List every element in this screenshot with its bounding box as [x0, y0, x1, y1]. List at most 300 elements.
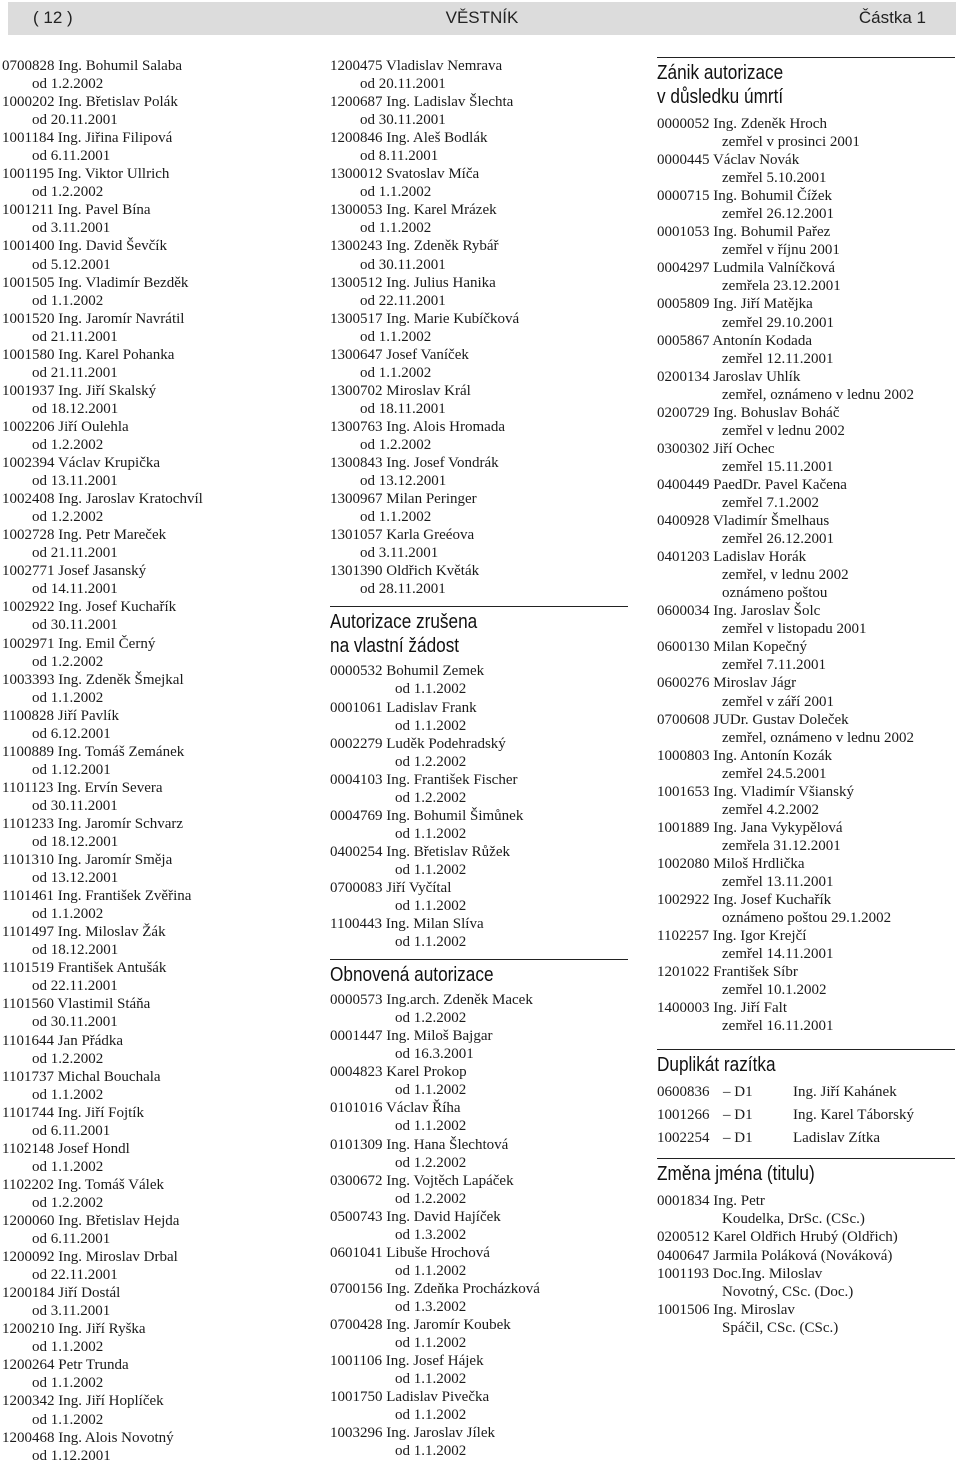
- entry-name: 1200475 Vladislav Nemrava: [330, 58, 503, 74]
- entry-detail: zemřel 15.11.2001: [722, 458, 834, 475]
- section-title-zanik-2: v důsledku úmrtí: [657, 86, 784, 108]
- entry-name: 0000532 Bohumil Zemek: [330, 663, 485, 680]
- entry-detail: od 14.11.2001: [32, 581, 118, 598]
- list-item: [657, 404, 957, 440]
- list-item: [2, 1356, 302, 1392]
- list-item: [330, 274, 630, 310]
- section-divider: [330, 606, 628, 607]
- journal-title: VĚSTNÍK: [445, 8, 519, 27]
- entry-detail: zemřel v září 2001: [722, 693, 835, 710]
- entry-name: 1300843 Ing. Josef Vondrák: [330, 455, 499, 472]
- entry-detail: od 1.1.2002: [32, 1339, 104, 1356]
- stamp-number: 0600836: [657, 1084, 710, 1101]
- entry-detail: Novotný, CSc. (Doc.): [722, 1283, 854, 1300]
- list-item: [330, 310, 630, 346]
- list-item: [330, 1099, 630, 1135]
- entry-detail: od 20.11.2001: [32, 112, 118, 129]
- entry-detail: zemřel, oznámeno v lednu 2002: [722, 386, 915, 403]
- entry-detail: od 1.2.2002: [395, 753, 467, 770]
- list-item: [2, 779, 302, 815]
- list-item: [657, 368, 957, 404]
- list-item: [657, 783, 957, 819]
- list-item: [2, 707, 302, 743]
- entry-detail: od 1.1.2002: [395, 898, 467, 915]
- entry-name: 0300672 Ing. Vojtěch Lapáček: [330, 1172, 514, 1189]
- list-item: [657, 187, 957, 223]
- entry-name: 0700428 Ing. Jaromír Koubek: [330, 1317, 511, 1333]
- entry-name: 1300243 Ing. Zdeněk Rybář: [330, 238, 499, 255]
- entry-detail: od 1.1.2002: [32, 906, 104, 923]
- list-item: [657, 548, 957, 602]
- entry-detail: zemřel 14.11.2001: [722, 946, 834, 963]
- entry-name: 0600130 Milan Kopečný: [657, 639, 807, 656]
- list-item: [330, 526, 630, 562]
- list-item: [2, 1429, 302, 1465]
- entry-detail: od 1.1.2002: [395, 681, 467, 698]
- entry-name: 0700608 JUDr. Gustav Doleček: [657, 711, 849, 728]
- list-item: [657, 711, 957, 747]
- entry-detail: zemřel, oznámeno v lednu 2002: [722, 729, 915, 746]
- entry-detail: od 18.12.2001: [32, 400, 119, 417]
- list-item: [2, 1176, 302, 1212]
- entry-detail: od 21.11.2001: [32, 545, 118, 562]
- entry-detail: od 1.2.2002: [395, 1190, 467, 1207]
- entry-detail: Koudelka, DrSc. (CSc.): [722, 1211, 865, 1228]
- table-row: [657, 1081, 914, 1104]
- entry-detail: od 1.1.2002: [395, 825, 467, 842]
- holder-name: Ladislav Zítka: [793, 1130, 881, 1147]
- list-item: [657, 259, 957, 295]
- list-item: [330, 1352, 630, 1388]
- entry-detail: od 1.2.2002: [32, 436, 104, 453]
- entry-detail: od 1.1.2002: [395, 934, 467, 951]
- entry-name: 0000445 Václav Novák: [657, 152, 800, 169]
- entry-detail: od 1.1.2002: [395, 1082, 467, 1099]
- entry-detail: od 1.3.2002: [395, 1226, 467, 1243]
- entry-detail: od 1.2.2002: [395, 1010, 467, 1027]
- entry-detail: zemřel 7.1.2002: [722, 494, 820, 511]
- entry-name: 1300517 Ing. Marie Kubíčková: [330, 310, 520, 327]
- entry-name: 1002408 Ing. Jaroslav Kratochvíl: [2, 491, 203, 508]
- entry-name: 0200512 Karel Oldřich Hrubý (Oldřich): [657, 1229, 898, 1246]
- entry-name: 1002080 Miloš Hrdlička: [657, 855, 805, 872]
- entry-name: 1002922 Ing. Josef Kuchařík: [657, 892, 832, 909]
- list-item: [657, 295, 957, 331]
- entry-detail: od 30.11.2001: [32, 1014, 118, 1031]
- entry-name: 1000202 Ing. Břetislav Polák: [2, 94, 178, 111]
- entry-name: 0400928 Vladimír Šmelhaus: [657, 513, 830, 530]
- entry-name: 1200060 Ing. Břetislav Hejda: [2, 1213, 180, 1229]
- list-item: [2, 237, 302, 273]
- entry-detail: zemřel, v lednu 2002: [722, 567, 849, 584]
- entry-name: 1002394 Václav Krupička: [2, 455, 161, 472]
- entry-name: 0400254 Ing. Břetislav Růžek: [330, 843, 510, 860]
- entry-detail: od 22.11.2001: [32, 978, 118, 995]
- entry-detail: zemřel 4.2.2002: [722, 801, 820, 818]
- entry-detail: od 1.1.2002: [32, 292, 104, 309]
- entry-detail: zemřel 26.12.2001: [722, 531, 835, 548]
- entry-name: 1002771 Josef Jasanský: [2, 563, 147, 580]
- entry-name: 1101123 Ing. Ervín Severa: [2, 779, 163, 796]
- entry-detail: od 1.1.2002: [395, 717, 467, 734]
- list-item: [330, 771, 630, 807]
- entry-name: 1200264 Petr Trunda: [2, 1357, 129, 1374]
- section-divider: [657, 1049, 955, 1050]
- list-item: [330, 1063, 630, 1099]
- entry-detail: od 6.12.2001: [32, 725, 111, 742]
- list-item: [2, 1140, 302, 1176]
- entry-detail: zemřel 7.11.2001: [722, 657, 826, 674]
- entry-name: 1200846 Ing. Aleš Bodlák: [330, 130, 488, 147]
- section-title-zrusena-1: Autorizace zrušena: [330, 611, 478, 634]
- entry-name: 1300053 Ing. Karel Mrázek: [330, 202, 497, 219]
- section-divider: [657, 57, 955, 58]
- entry-detail: od 1.2.2002: [32, 1194, 104, 1211]
- list-item: [2, 851, 302, 887]
- entry-name: 1001193 Doc.Ing. Miloslav: [657, 1265, 823, 1282]
- entry-name: 1001520 Ing. Jaromír Navrátil: [2, 310, 185, 327]
- entry-detail: od 1.2.2002: [360, 436, 432, 453]
- entry-name: 1101644 Jan Přádka: [2, 1032, 124, 1049]
- entry-detail: od 1.1.2002: [395, 1118, 467, 1135]
- list-item: [330, 1424, 630, 1460]
- list-item: [657, 1228, 957, 1246]
- entry-detail: od 13.11.2001: [32, 473, 118, 490]
- entry-name: 0000573 Ing.arch. Zdeněk Macek: [330, 992, 533, 1009]
- entry-name: 1003296 Ing. Jaroslav Jílek: [330, 1425, 495, 1442]
- list-item: [330, 662, 630, 698]
- entry-detail: zemřel 29.10.2001: [722, 314, 835, 331]
- entry-detail: od 1.1.2002: [360, 184, 432, 201]
- entry-detail: od 3.11.2001: [32, 220, 111, 237]
- list-item: [330, 991, 630, 1027]
- entry-detail: od 30.11.2001: [32, 617, 118, 634]
- entry-name: 1002922 Ing. Josef Kuchařík: [2, 599, 177, 616]
- list-item: [2, 562, 302, 598]
- zrusena-list: [330, 662, 630, 951]
- section-title-zanik-1: Zánik autorizace: [657, 62, 784, 84]
- list-item: [330, 807, 630, 843]
- entry-detail: Spáčil, CSc. (CSc.): [722, 1319, 839, 1336]
- section-divider: [657, 1158, 955, 1159]
- entry-detail: zemřel v říjnu 2001: [722, 242, 840, 259]
- entry-detail: zemřel v lednu 2002: [722, 422, 845, 439]
- list-item: [330, 237, 630, 273]
- entry-name: 1001653 Ing. Vladimír Všianský: [657, 783, 854, 800]
- list-item: [330, 1280, 630, 1316]
- entry-name: 1200687 Ing. Ladislav Šlechta: [330, 94, 514, 111]
- entry-detail: od 1.2.2002: [395, 789, 467, 806]
- entry-detail: od 13.12.2001: [32, 870, 119, 887]
- duplikat-table: [657, 1081, 914, 1150]
- entry-name: 1001937 Ing. Jiří Skalský: [2, 382, 157, 399]
- entry-detail: od 1.2.2002: [32, 184, 104, 201]
- entry-name: 1000803 Ing. Antonín Kozák: [657, 747, 832, 764]
- entry-name: 0005867 Antonín Kodada: [657, 332, 812, 349]
- entry-name: 0001061 Ladislav Frank: [330, 699, 477, 716]
- list-item: [657, 332, 957, 368]
- list-item: [2, 454, 302, 490]
- list-item: [657, 747, 957, 783]
- list-item: [657, 891, 957, 927]
- list-item: [330, 1208, 630, 1244]
- entry-name: 1200092 Ing. Miroslav Drbal: [2, 1249, 178, 1266]
- entry-name: 1300512 Ing. Julius Hanika: [330, 274, 496, 291]
- entry-name: 1200468 Ing. Alois Novotný: [2, 1429, 174, 1446]
- list-item: [2, 418, 302, 454]
- list-item: [330, 699, 630, 735]
- list-item: [2, 598, 302, 634]
- list-item: [2, 959, 302, 995]
- list-item: [2, 887, 302, 923]
- entry-name: 1002728 Ing. Petr Mareček: [2, 527, 167, 544]
- entry-name: 1001106 Ing. Josef Hájek: [330, 1353, 484, 1370]
- list-item: [2, 815, 302, 851]
- stamp-code: – D1: [723, 1107, 753, 1124]
- entry-name: 0601041 Libuše Hrochová: [330, 1244, 490, 1261]
- entry-detail: zemřel 26.12.2001: [722, 206, 835, 223]
- page-number: ( 12 ): [33, 8, 73, 27]
- entry-name: 0004769 Ing. Bohumil Šimůnek: [330, 807, 524, 824]
- entry-detail: od 1.1.2002: [32, 1158, 104, 1175]
- list-item: [2, 526, 302, 562]
- entry-name: 1100889 Ing. Tomáš Zemánek: [2, 743, 185, 760]
- entry-name: 1001505 Ing. Vladimír Bezděk: [2, 274, 189, 291]
- entry-name: 1301057 Karla Greéova: [330, 527, 475, 544]
- list-item: [2, 1320, 302, 1356]
- list-item: [330, 1136, 630, 1172]
- list-item: [330, 1027, 630, 1063]
- entry-detail: od 5.12.2001: [32, 256, 111, 273]
- list-item: [2, 635, 302, 671]
- list-item: [2, 57, 302, 93]
- list-item: [330, 418, 630, 454]
- list-item: [2, 1212, 302, 1248]
- entry-detail: od 3.11.2001: [360, 545, 439, 562]
- stamp-code: – D1: [723, 1084, 753, 1101]
- list-item: [2, 1032, 302, 1068]
- entry-name: 1001506 Ing. Miroslav: [657, 1301, 795, 1318]
- entry-detail: zemřel 10.1.2002: [722, 982, 827, 999]
- section-title-zrusena-2: na vlastní žádost: [330, 635, 460, 658]
- entry-name: 0700083 Jiří Vyčítal: [330, 879, 452, 896]
- entry-detail: od 3.11.2001: [32, 1303, 111, 1320]
- entry-name: 1400003 Ing. Jiří Falt: [657, 1000, 787, 1017]
- entry-name: 1002206 Jiří Oulehla: [2, 418, 129, 435]
- entry-name: 0004823 Karel Prokop: [330, 1064, 467, 1081]
- list-item: [2, 743, 302, 779]
- entry-name: 1001889 Ing. Jana Vykypělová: [657, 819, 843, 836]
- list-item: [657, 1265, 957, 1301]
- stamp-number: 1002254: [657, 1130, 710, 1147]
- list-item: [657, 819, 957, 855]
- entry-name: 1300702 Miroslav Král: [330, 382, 471, 399]
- entry-name: 1001195 Ing. Viktor Ullrich: [2, 166, 170, 183]
- list-item: [330, 454, 630, 490]
- entry-name: 1101497 Ing. Miloslav Žák: [2, 924, 166, 941]
- list-item: [330, 735, 630, 771]
- obnovena-list: [330, 991, 630, 1460]
- entry-detail: zemřel 24.5.2001: [722, 765, 827, 782]
- entry-name: 1102202 Ing. Tomáš Válek: [2, 1176, 164, 1193]
- entry-detail: od 1.1.2002: [395, 1371, 467, 1388]
- entry-name: 0700156 Ing. Zdeňka Procházková: [330, 1280, 540, 1297]
- entry-detail: od 1.2.2002: [395, 1154, 467, 1171]
- list-item: [2, 346, 302, 382]
- holder-name: Ing. Jiří Kahánek: [793, 1084, 897, 1101]
- zanik-list: [657, 115, 957, 1035]
- entry-detail: zemřel 16.11.2001: [722, 1018, 834, 1035]
- entry-name: 1300647 Josef Vaníček: [330, 346, 469, 363]
- entry-detail: od 30.11.2001: [32, 797, 118, 814]
- entry-detail: od 6.11.2001: [32, 1231, 111, 1248]
- entry-name: 1101233 Ing. Jaromír Schvarz: [2, 815, 184, 832]
- list-item: [2, 1248, 302, 1284]
- list-item: [657, 855, 957, 891]
- entry-detail: od 1.1.2002: [395, 1262, 467, 1279]
- list-item: [2, 129, 302, 165]
- column-1-list: [2, 57, 302, 1465]
- entry-name: 1001580 Ing. Karel Pohanka: [2, 346, 175, 363]
- list-item: [2, 93, 302, 129]
- entry-detail: zemřel 5.10.2001: [722, 170, 827, 187]
- entry-detail: od 22.11.2001: [32, 1267, 118, 1284]
- issue-label: Částka 1: [858, 8, 926, 27]
- list-item: [2, 1104, 302, 1140]
- entry-detail: od 16.3.2001: [395, 1046, 474, 1063]
- entry-name: 1200342 Ing. Jiří Hoplíček: [2, 1393, 164, 1410]
- entry-name: 1300012 Svatoslav Míča: [330, 166, 480, 183]
- entry-name: 1101744 Ing. Jiří Fojtík: [2, 1104, 144, 1121]
- entry-detail: od 18.12.2001: [32, 834, 119, 851]
- entry-detail: zemřel v listopadu 2001: [722, 621, 867, 638]
- entry-detail: od 21.11.2001: [32, 364, 118, 381]
- section-title-zmena: Změna jména (titulu): [657, 1163, 815, 1186]
- entry-name: 1101461 Ing. František Zvěřina: [2, 888, 192, 905]
- entry-name: 1003393 Ing. Zdeněk Šmejkal: [2, 671, 184, 688]
- entry-name: 0000052 Ing. Zdeněk Hroch: [657, 116, 827, 132]
- list-item: [330, 1172, 630, 1208]
- list-item: [657, 1301, 957, 1337]
- entry-name: 1001184 Ing. Jiřina Filipová: [2, 130, 173, 147]
- entry-name: 0401203 Ladislav Horák: [657, 549, 807, 566]
- entry-name: 1100443 Ing. Milan Slíva: [330, 916, 484, 933]
- entry-name: 0200134 Jaroslav Uhlík: [657, 368, 801, 385]
- holder-name: Ing. Karel Táborský: [793, 1107, 914, 1124]
- page-header: [8, 2, 956, 35]
- entry-detail: od 28.11.2001: [360, 581, 446, 598]
- entry-name: 0400647 Jarmila Poláková (Nováková): [657, 1247, 893, 1264]
- entry-detail: od 1.3.2002: [395, 1298, 467, 1315]
- entry-name: 0002279 Luděk Podehradský: [330, 735, 506, 752]
- list-item: [2, 671, 302, 707]
- entry-name: 0200729 Ing. Bohuslav Boháč: [657, 404, 840, 421]
- entry-detail: zemřel 13.11.2001: [722, 873, 834, 890]
- list-item: [330, 165, 630, 201]
- entry-detail: od 1.2.2002: [32, 653, 104, 670]
- list-item: [657, 1247, 957, 1265]
- entry-detail: zemřela 31.12.2001: [722, 837, 841, 854]
- list-item: [657, 963, 957, 999]
- list-item: [330, 843, 630, 879]
- entry-detail: od 8.11.2001: [360, 148, 439, 165]
- entry-detail: od 1.1.2002: [360, 509, 432, 526]
- list-item: [330, 129, 630, 165]
- entry-name: 1201022 František Síbr: [657, 964, 798, 981]
- entry-name: 0004297 Ludmila Valníčková: [657, 260, 836, 277]
- list-item: [330, 93, 630, 129]
- entry-name: 0500743 Ing. David Hajíček: [330, 1208, 501, 1225]
- entry-name: 0001834 Ing. Petr: [657, 1193, 765, 1210]
- entry-name: 1102257 Ing. Igor Krejčí: [657, 928, 807, 945]
- list-item: [2, 1392, 302, 1428]
- entry-detail: od 20.11.2001: [360, 76, 446, 93]
- section-title-obnovena: Obnovená autorizace: [330, 964, 494, 987]
- list-item: [657, 115, 957, 151]
- entry-name: 0400449 PaedDr. Pavel Kačena: [657, 476, 847, 493]
- entry-name: 1002971 Ing. Emil Černý: [2, 635, 156, 652]
- entry-name: 0001447 Ing. Miloš Bajgar: [330, 1028, 493, 1045]
- list-item: [330, 382, 630, 418]
- entry-name: 0101016 Václav Říha: [330, 1100, 461, 1117]
- entry-detail: od 1.1.2002: [32, 689, 104, 706]
- list-item: [657, 999, 957, 1035]
- entry-detail: od 1.1.2002: [360, 328, 432, 345]
- entry-name: 0700828 Ing. Bohumil Salaba: [2, 58, 182, 74]
- entry-name: 1301390 Oldřich Květák: [330, 563, 480, 580]
- entry-detail: oznámeno poštou: [722, 585, 828, 602]
- entry-detail: zemřela 23.12.2001: [722, 278, 841, 295]
- duplikat-table-body: [657, 1081, 914, 1150]
- list-item: [2, 490, 302, 526]
- list-item: [2, 201, 302, 237]
- entry-name: 0600276 Miroslav Jágr: [657, 675, 797, 692]
- entry-name: 1200184 Jiří Dostál: [2, 1285, 121, 1302]
- entry-detail: od 18.11.2001: [360, 400, 446, 417]
- column-3: [657, 57, 957, 1337]
- column-2-list: [330, 57, 630, 598]
- entry-detail: od 1.1.2002: [32, 1411, 104, 1428]
- list-item: [657, 927, 957, 963]
- entry-detail: od 30.11.2001: [360, 256, 446, 273]
- list-item: [657, 602, 957, 638]
- entry-detail: od 1.2.2002: [32, 1050, 104, 1067]
- entry-name: 0300302 Jiří Ochec: [657, 440, 775, 457]
- list-item: [330, 201, 630, 237]
- entry-name: 0101309 Ing. Hana Šlechtová: [330, 1136, 509, 1153]
- entry-name: 1001211 Ing. Pavel Bína: [2, 202, 151, 219]
- entry-name: 0600034 Ing. Jaroslav Šolc: [657, 603, 821, 620]
- entry-detail: od 1.1.2002: [360, 364, 432, 381]
- list-item: [2, 382, 302, 418]
- list-item: [657, 512, 957, 548]
- entry-name: 1100828 Jiří Pavlík: [2, 707, 119, 724]
- section-title-duplikat: Duplikát razítka: [657, 1054, 776, 1077]
- entry-name: 1001750 Ladislav Pivečka: [330, 1389, 490, 1406]
- list-item: [330, 915, 630, 951]
- list-item: [2, 274, 302, 310]
- entry-detail: od 6.11.2001: [32, 1122, 111, 1139]
- entry-detail: od 21.11.2001: [32, 328, 118, 345]
- entry-name: 0005809 Ing. Jiří Matějka: [657, 296, 813, 313]
- entry-detail: od 1.1.2002: [360, 220, 432, 237]
- stamp-number: 1001266: [657, 1107, 710, 1124]
- entry-detail: od 30.11.2001: [360, 112, 446, 129]
- entry-detail: od 18.12.2001: [32, 942, 119, 959]
- entry-name: 1101519 František Antušák: [2, 960, 167, 977]
- list-item: [657, 151, 957, 187]
- list-item: [330, 490, 630, 526]
